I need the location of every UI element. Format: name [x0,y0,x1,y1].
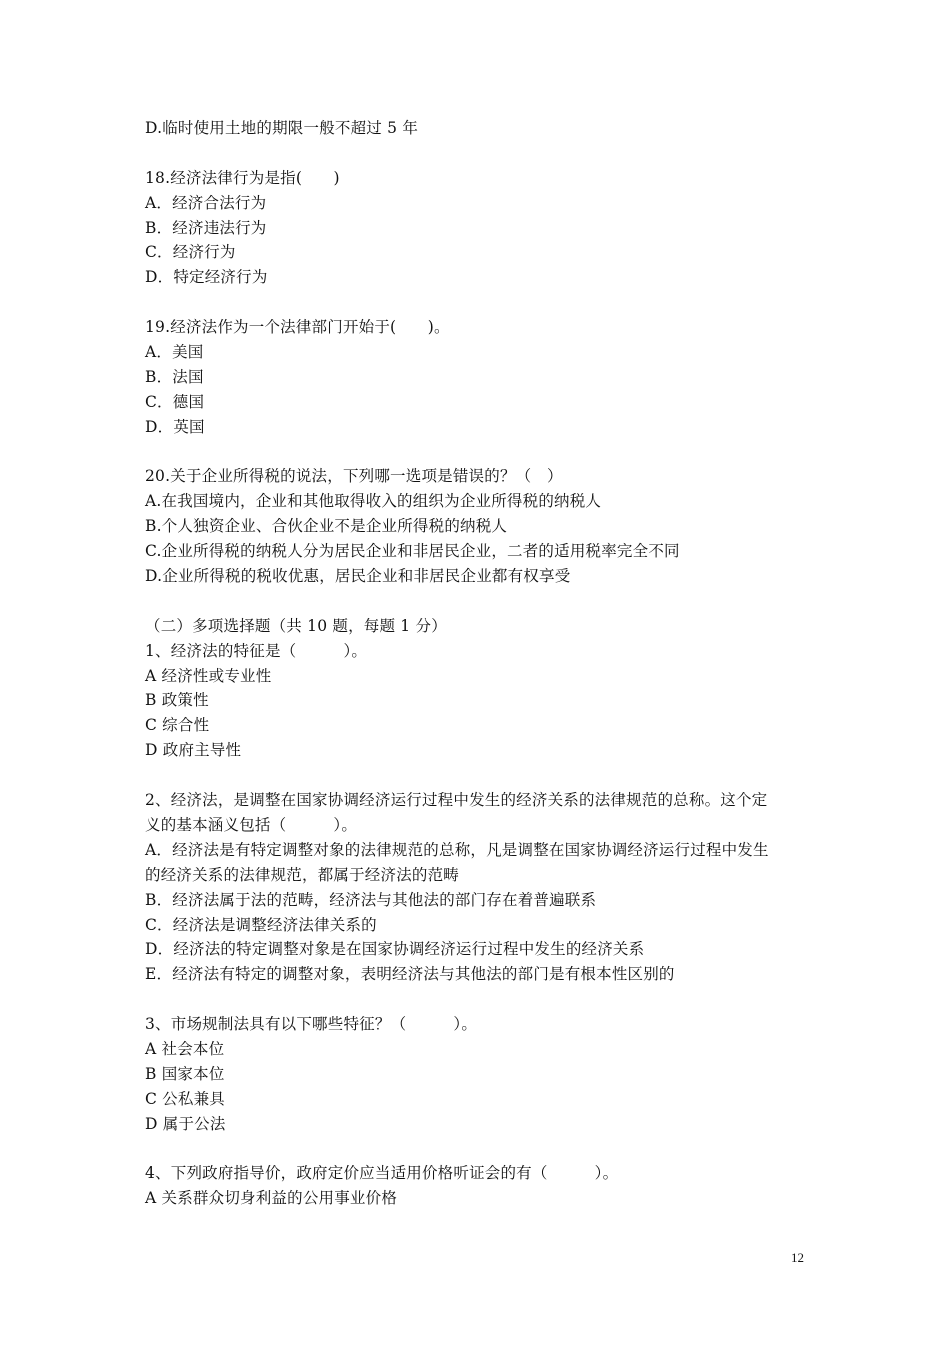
option-a: A.在我国境内，企业和其他取得收入的组织为企业所得税的纳税人 [145,492,602,511]
question-stem: 3、市场规制法具有以下哪些特征？（ ）。 [145,1015,478,1034]
option-d: D．特定经济行为 [145,268,268,287]
option-d: D 政府主导性 [145,741,242,760]
page-content [145,116,815,1211]
paragraph-gap [145,141,815,166]
option-a: A 社会本位 [145,1039,225,1058]
option-b: B．经济法属于法的范畴，经济法与其他法的部门存在着普遍联系 [145,890,597,909]
option-b: B.个人独资企业、合伙企业不是企业所得税的纳税人 [145,517,508,536]
option-d: D.企业所得税的税收优惠，居民企业和非居民企业都有权享受 [145,567,571,586]
multi-question-4 [145,1161,815,1211]
paragraph-gap [145,1137,815,1162]
option-a: A．经济合法行为 [145,193,267,212]
question-18 [145,166,815,290]
option-e: E．经济法有特定的调整对象，表明经济法与其他法的部门是有根本性区别的 [145,965,675,984]
option-a-continued: 的经济关系的法律规范，都属于经济法的范畴 [145,865,460,884]
multi-question-3 [145,1012,815,1136]
option-d: D．英国 [145,417,205,436]
option-a: A．美国 [145,343,204,362]
paragraph-gap [145,763,815,788]
option-b: B 国家本位 [145,1064,225,1083]
option-a: A 经济性或专业性 [145,666,272,685]
question-stem: 20.关于企业所得税的说法，下列哪一选项是错误的？（ ） [145,467,563,486]
page-number: 12 [791,1250,804,1265]
option-c: C．德国 [145,392,205,411]
question-stem: 2、经济法，是调整在国家协调经济运行过程中发生的经济关系的法律规范的总称。这个定 [145,791,768,810]
option-b: B 政策性 [145,691,209,710]
multi-choice-section [145,614,815,763]
section-heading: （二）多项选择题（共 10 题，每题 1 分） [145,616,447,635]
question-stem: 18.经济法律行为是指( ) [145,168,340,187]
option-c: C 公私兼具 [145,1089,225,1108]
question-stem: 4、下列政府指导价，政府定价应当适用价格听证会的有（ ）。 [145,1164,619,1183]
option-c: C．经济行为 [145,243,236,262]
question-19 [145,315,815,439]
multi-question-2 [145,788,815,987]
paragraph-gap [145,987,815,1012]
question-stem-continued: 义的基本涵义包括（ ）。 [145,815,358,834]
question-stem: 19.经济法作为一个法律部门开始于( )。 [145,318,450,337]
option-a: A．经济法是有特定调整对象的法律规范的总称，凡是调整在国家协调经济运行过程中发生 [145,840,769,859]
option-a: A 关系群众切身利益的公用事业价格 [145,1189,398,1208]
text-line: D.临时使用土地的期限一般不超过 5 年 [145,119,419,137]
option-c: C.企业所得税的纳税人分为居民企业和非居民企业，二者的适用税率完全不同 [145,542,680,561]
option-c: C 综合性 [145,716,210,735]
paragraph-gap [145,589,815,614]
option-b: B．经济违法行为 [145,218,267,237]
question-20 [145,464,815,588]
paragraph-gap [145,440,815,465]
text-block [145,116,815,141]
option-d: D 属于公法 [145,1114,226,1133]
option-c: C．经济法是调整经济法律关系的 [145,915,377,934]
option-d: D．经济法的特定调整对象是在国家协调经济运行过程中发生的经济关系 [145,940,645,959]
option-b: B．法国 [145,367,204,386]
question-stem: 1、经济法的特征是（ ）。 [145,641,368,660]
paragraph-gap [145,290,815,315]
